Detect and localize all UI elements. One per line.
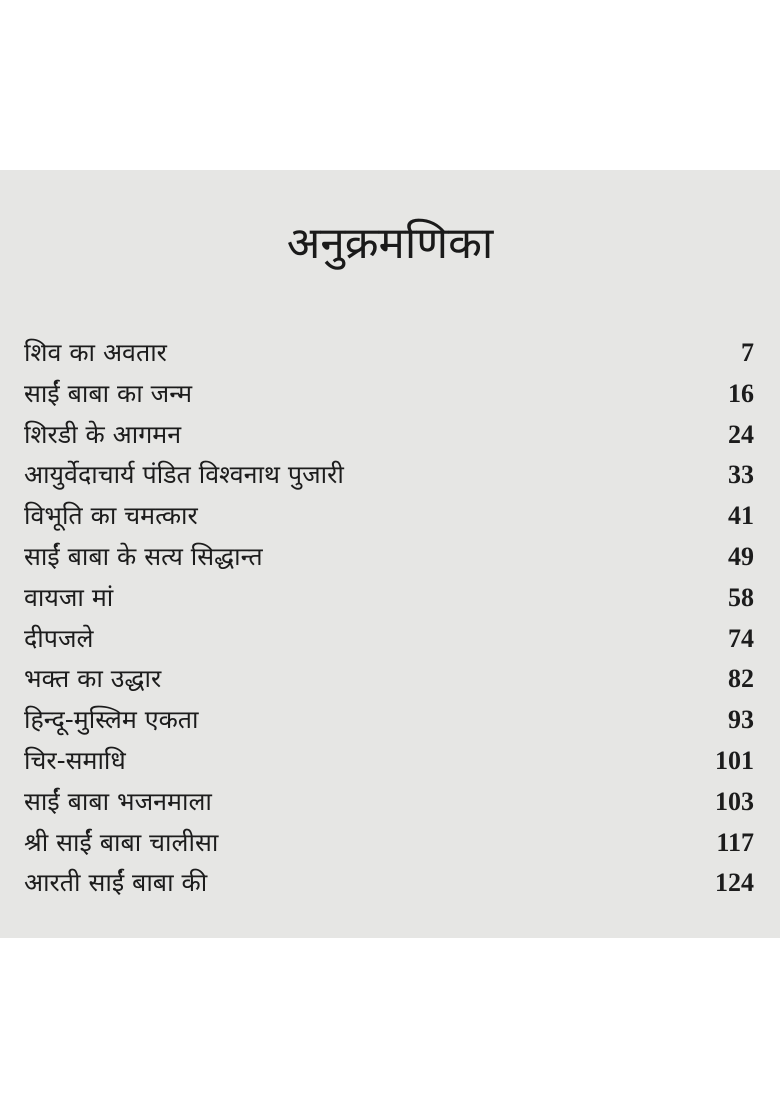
toc-entry xyxy=(24,455,754,496)
toc-entry-title: श्री साईं बाबा चालीसा xyxy=(24,827,219,857)
toc-entry-page-number: 124 xyxy=(715,868,754,898)
toc-entry-page-number: 16 xyxy=(728,378,754,408)
toc-entry-page-number: 33 xyxy=(728,460,754,490)
toc-entry xyxy=(24,333,754,374)
toc-entry-page-number: 24 xyxy=(728,419,754,449)
toc-entry-title: आरती साईं बाबा की xyxy=(24,868,208,898)
toc-entry-title: वायजा मां xyxy=(24,582,114,612)
toc-entry-page-number: 103 xyxy=(715,786,754,816)
toc-entry-title: दीपजले xyxy=(24,623,94,653)
toc-entry xyxy=(24,619,754,660)
toc-entry-page-number: 74 xyxy=(728,623,754,653)
toc-entry-page-number: 49 xyxy=(728,541,754,571)
toc-entry-page-number: 41 xyxy=(728,501,754,531)
toc-entry-title: शिव का अवतार xyxy=(24,338,167,367)
toc-entry-title: साईं बाबा भजनमाला xyxy=(24,786,212,816)
toc-entry-title: आयुर्वेदाचार्य पंडित विश्वनाथ पुजारी xyxy=(24,460,344,490)
toc-entry-title: भक्त का उद्धार xyxy=(24,664,162,694)
toc-entry-title: शिरडी के आगमन xyxy=(24,419,182,449)
toc-entry-title: साईं बाबा का जन्म xyxy=(24,378,193,408)
toc-entry xyxy=(24,496,754,537)
toc-entry-title: विभूति का चमत्कार xyxy=(24,501,198,531)
table-of-contents xyxy=(24,333,754,904)
toc-entry xyxy=(24,741,754,782)
toc-entry-page-number: 82 xyxy=(728,664,754,694)
toc-entry xyxy=(24,863,754,904)
toc-entry-title: हिन्दू-मुस्लिम एकता xyxy=(24,705,199,735)
toc-entry-page-number: 117 xyxy=(716,827,754,857)
toc-entry xyxy=(24,415,754,456)
toc-entry xyxy=(24,782,754,823)
toc-entry xyxy=(24,578,754,619)
toc-entry-page-number: 58 xyxy=(728,582,754,612)
page-title: अनुक्रमणिका xyxy=(286,218,494,269)
toc-entry-title: साईं बाबा के सत्य सिद्धान्त xyxy=(24,541,263,571)
toc-entry xyxy=(24,700,754,741)
toc-entry-page-number: 7 xyxy=(741,338,754,367)
toc-entry-page-number: 93 xyxy=(728,705,754,735)
toc-entry-title: चिर-समाधि xyxy=(24,745,126,775)
toc-entry xyxy=(24,823,754,864)
toc-entry xyxy=(24,537,754,578)
toc-entry-page-number: 101 xyxy=(715,745,754,775)
toc-entry xyxy=(24,659,754,700)
toc-entry xyxy=(24,374,754,415)
